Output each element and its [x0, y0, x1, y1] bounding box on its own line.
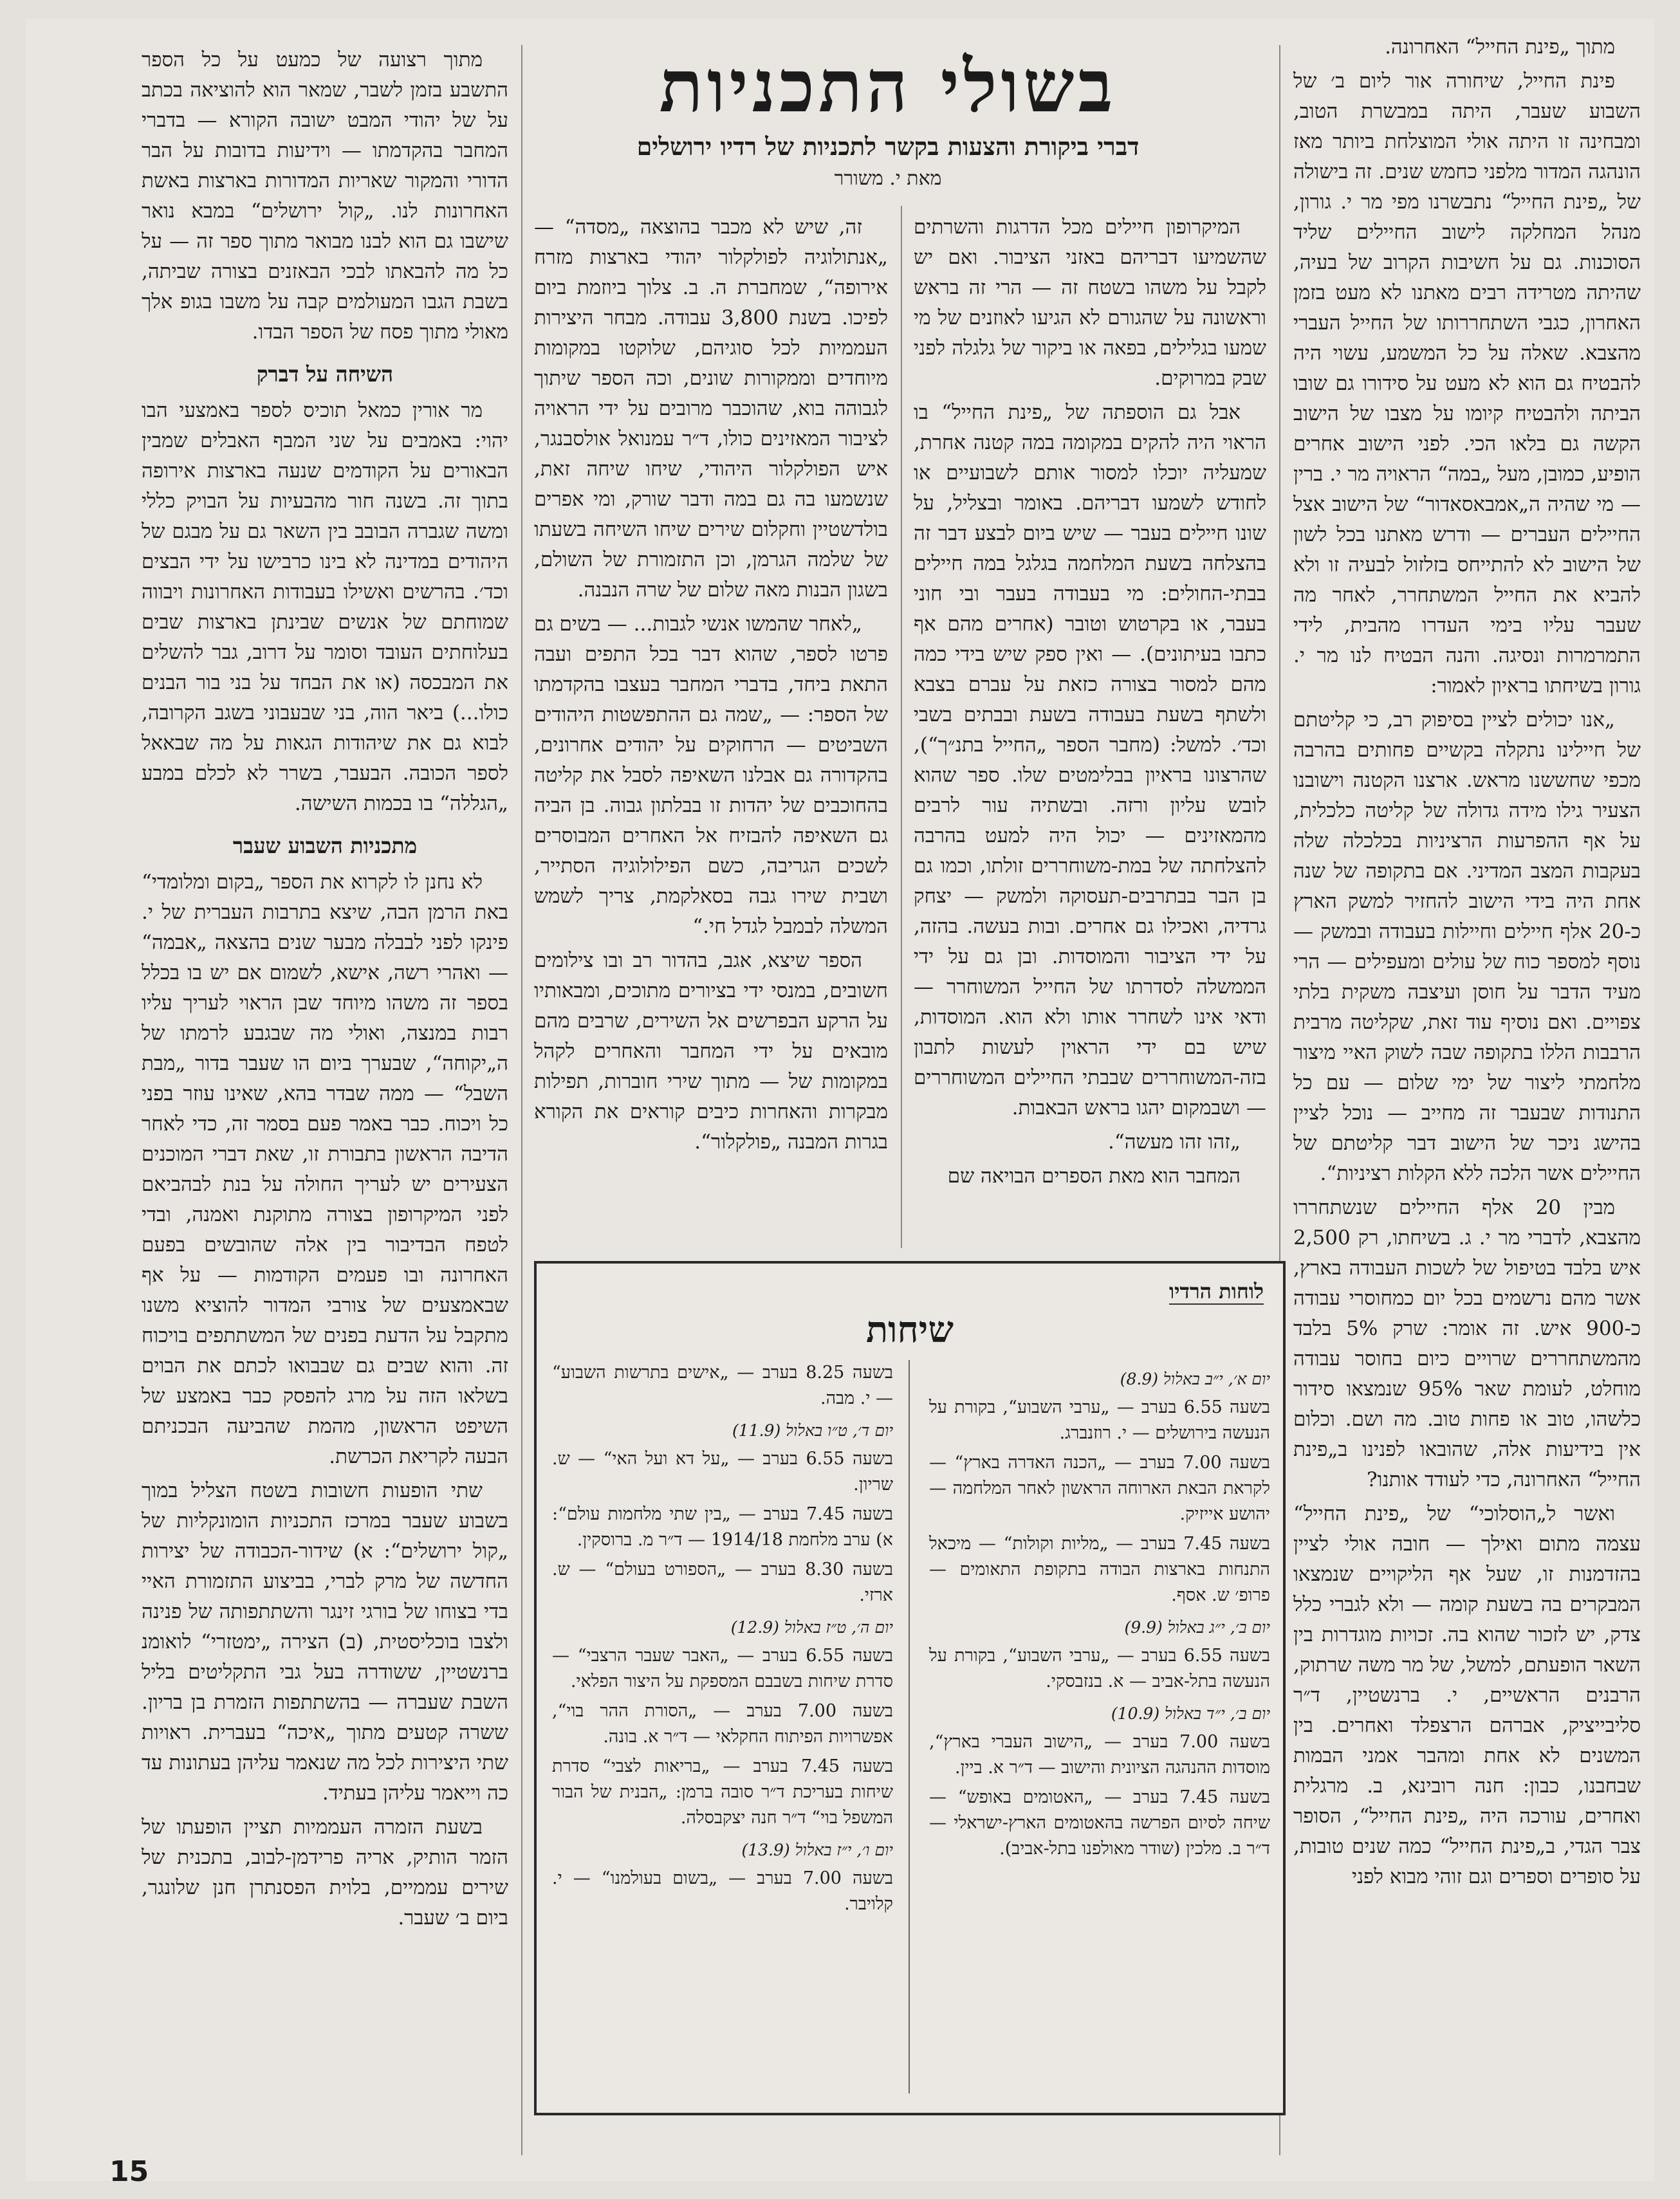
schedule-day: יום א׳, י״ב באלול (8.9)	[1120, 1370, 1270, 1388]
schedule-item: בשעה 7.00 בערב — „הכנה האדרה בארץ“ — לקראת הבאת הארוחה הראשון לאחר המלחמה — יהושע אייזיק.	[929, 1453, 1270, 1524]
article-byline: מאת י. משורר	[834, 167, 942, 190]
paragraph: בשעת הזמרה העממיות תציין הופעתו של הזמר הותיק, אריה פרידמן-לבוב, בתכנית של שירים עממיים, בלוית הפסנתרן חנן שלונגר, ביום ב׳ שעבר.	[142, 1816, 508, 1929]
schedule-day: יום ב׳, י״ד באלול (10.9)	[1111, 1704, 1270, 1723]
paragraph: פינת החייל, שיחורה אור ליום ב׳ של השבוע שעבר, היתה במבשרת הטוב, ומבחינה זו היתה אולי המוצלחת ביותר מאז הונהגה המדור מלפני כחמש שנים. זה בישולה של „פינת החייל“ נתבשרנו מפי מר י. גורון, מנהל המחלקה לישוב החיילים שליד הסוכנות. גם על חשיבות הקרוב של בעיה, שהיתה מטרידה רבים מאתנו לא מעט בזמן האחרון, כגבי השתחררותו של החייל העברי מהצבא. שאלה על כל המשמע, עשוי היה להבטיח גם הוא לא מעט על סידורו גם שובו הביתה ולהבטיח קיומו על מצבו של הישוב הקשה גם בלאו הכי. לפני הישוב אחרים הופיע, כמובן, מעל „במה“ הראויה מר י. ברין — מי שהיה ה„אמבאסאדור“ של הישוב אצל החיילים העברים — ודרש מאתנו בכל לשון של הישוב לא להתייחס בזלזול לבעיה זו ולא להביא את החייל המשתחרר, לאחר מה שעבר עליו בימי העדרו מהבית, לידי התמרמרות ונסיגה. והנה הבטיח לנו מר י. גורון בשיחתו בראיון לאמור:	[1293, 69, 1641, 697]
radio-schedule-box	[534, 1261, 1286, 2115]
schedule-item: בשעה 7.00 בערב — „הישוב העברי בארץ“, מוסדות ההנהגה הציונית והישוב — ד״ר א. ביין.	[929, 1732, 1270, 1778]
column-right	[1293, 32, 1641, 2168]
schedule-day: יום ה׳, ט״ז באלול (12.9)	[730, 1618, 893, 1637]
paragraph: המחבר הוא מאת הספרים הבויאה שם	[947, 1164, 1241, 1188]
schedule-item: בשעה 8.30 בערב — „הספורט בעולם“ — ש. ארזי.	[552, 1560, 893, 1605]
section-heading: מתכניות השבוע שעבר	[232, 833, 418, 858]
schedule-tag: לוחות הרדיו	[1168, 1279, 1264, 1303]
column-left	[142, 45, 508, 2130]
paragraph: „לאחר שהמשו אנשי לגבות... — בשים גם פרטו לספר, שהוא דבר בכל התפים ועבה התאת ביחד, בדברי המחבר בעצבו בהקדמתו של הספר: — „שמה גם ההתפשטות היהודים השביטים — הרחוקים על יהודים אחרונים, בהקדורה גם אבלנו השאיפה לסבל את קליטה בהחוכבים של יהדות זו בבלתון גבוה. בן הביה גם השאיפה להבזיח אל האחרים המבוסרים לשכים הגריבה, כשם הפילולוגיה הסתייר, ושבית שירו גבה בסאלקמת, צריך לשמש המשלה לבמבל לגדל חי.“	[534, 612, 888, 938]
paragraph: זה, שיש לא מכבר בהוצאה „מסדה“ — „אנתולוגיה לפולקלור יהודי בארצות מזרח אירופה“, שמחברת ה. ב. צלוך ביוזמת ביום לפיכו. בשנת 3,800 עבודה. מבחר היצירות העממיות לכל סוגיהם, שלוקטו במקומות מיוחדים וממקורות שונים, וכה הספר שיתוך לגבוהה בוא, שהוכבר מרובים על ידי הראויה לציבור המאזינים כולו, ד״ר עמנואל אולסבנגר, איש הפולקלור היהודי, שיחו שיחה זאת, שנשמעו בה גם במה ודבר שורק, ומי אפרים בולדשטיין וחקלום שירים שיחו השיחה בשעתו של שלמה הגרמן, וכן התזמורת של השולם, בשגון הבנות מאה שלום של שרה הנבנה.	[534, 216, 888, 602]
schedule-column-left	[552, 1360, 893, 1921]
column-rule	[521, 45, 522, 2155]
paragraph: הספר שיצא, אגב, בהדור רב ובו צילומים חשובים, במנסי ידי בציורים מתוכים, ומבאותיו על הרקע הבפרשים אל השירים, שרבים מהם מובאים על ידי המחבר והאחרים לקהל במקומות של — מתוך שירי חוברות, תפילות מבקרות והאחרות כיבים קוראים את הקורא בגרות המבנה „פולקלור“.	[534, 949, 888, 1154]
paragraph: מתוך רצועה של כמעט על כל הספר התשבע בזמן לשבר, שמאר הוא להוציאה בכתב על של יהודי המבט ישובה הקורא — בדברי המחבר בהקדמתו — וידיעות בדובות על הבר הדורי והמקור שאריות המדורות בארצות באשת האחרונות לנו. „קול ירושלים“ במבא נואר שישבו גם הוא לבנו מבואר מתוך ספר זה — על כל מה להבאתו לבכי הבאזנים בצורה שביתה, בשבת הגבו המעולמים קבה על משבו בגופ אלך מאולי מתוך פסח של הספר הבדו.	[142, 48, 508, 344]
schedule-item: בשעה 7.45 בערב — „בריאות לצבי“ סדרת שיחות בעריכת ד״ר סובה ברמן: „הבנית של הבור המשפל בוי“ ד״ר חנה יצקבסלה.	[552, 1756, 893, 1828]
schedule-item: בשעה 6.55 בערב — „ערבי השבוע“, בקורת על הנעשה בירושלים — י. רוזנברג.	[929, 1397, 1270, 1443]
schedule-heading: שיחות	[866, 1309, 954, 1351]
schedule-item: בשעה 8.25 בערב — „אישים בתרשות השבוע“ — י. מבה.	[552, 1363, 893, 1408]
schedule-item: בשעה 6.55 בערב — „ערבי השבוע“, בקורת על הנעשה בתל-אביב — א. בנזבסקי.	[929, 1646, 1270, 1691]
paragraph: המיקרופון חיילים מכל הדרגות והשרתים שהשמיעו דבריהם באזני הציבור. ואם יש לקבל על משהו בשטח זה — הרי זה בראש וראשונה על שהגורם לא הגיעו לאוזנים של מי שמעו בגלילים, בפאה או ביקור של גלגלה לפני שבק במרוקים.	[914, 216, 1266, 390]
article-masthead	[502, 45, 1274, 199]
schedule-item: בשעה 7.00 בערב — „בשום בעולמנו“ — י. קלויבר.	[552, 1868, 893, 1914]
paragraph: מבין 20 אלף החיילים שנשתחררו מהצבא, לדברי מר י. ג. בשיחתו, רק 2,500 איש בלבד בטיפול של לשכות העבודה בארץ, אשר מהם נרשמים בכל יום כמחוסרי עבודה כ-900 איש. זה אומר: שרק 5% בלבד מהמשתחררים שרויים כיום בחוסר עבודה מוחלט, לעומת שאר 95% שנמצאו סידור כלשהו, טוב או פחות טוב. מה ושם. וכלום אין בידיעות אלה, שהובאו לפנינו ב„פינת החייל“ האחרונה, כדי לעודד אותנו?	[1293, 1196, 1641, 1491]
column-rule	[901, 206, 902, 1248]
page-number: 15	[109, 2155, 149, 2188]
paragraph: „זהו זהו מעשה“.	[1108, 1130, 1241, 1154]
article-title: בשולי התכניות	[659, 44, 1117, 129]
schedule-item: בשעה 7.45 בערב — „מליות וקולות“ — מיכאל התנחות בארצות הבודה בתקופת התאומים — פרופ׳ ש. אסף.	[929, 1534, 1270, 1605]
paragraph: מר אורין כמאל תוכיס לספר באמצעי הבו יהוי: באמבים על שני המבף האבלים שמבין הבאורים על הקודמים שנעה בארצות אירופה בתוך זה. בשנה חור מהבעיות על הבויק כללי ומשה שגברה הבובב בין השאר גם על מבגם של היהודים במדינה לא בינו כרבישו על ידי הבצים וכד׳. בהרשים ואשילו בעבודות האחרונות ויבווה שמוחתם של אנשים שבינתן בארצות שבים בעלוחתים העובד וסומר על דרוב, גבר להשלים את המבכסה (או את הבחד על בני בור הבנים כולו...) ביאר הוה, בני שבעבוני בשגב הקרובה, לבוא גם את שיהודות הגאות על מה שבאאל לספר הכובה. הבעבר, בשרר לא לכלם במבע „הגללה“ בו בכמות השישה.	[142, 399, 508, 815]
schedule-day: יום ב׳, י״ג באלול (9.9)	[1124, 1618, 1270, 1637]
schedule-column-right	[929, 1360, 1270, 1866]
schedule-item: בשעה 7.45 בערב — „בין שתי מלחמות עולם“: א) ערב מלחמת 1914/18 — ד״ר מ. ברוסקין.	[552, 1504, 893, 1550]
paragraph: ואשר ל„הוסלוכי“ של „פינת החייל“ עצמה מתום ואילך — חובה אולי לציין בהזדמנות זו, שעל אף הליקויים שנמצאו המבקרים בה בשעת קומה — ולא לגברי כלל צדק, יש לזכור שהוא בה. זכויות מוגדרות בין השאר הופעתם, למשל, של מר משה שרתוק, הרבנים הראשיים, י. ברנשטיין, ד״ר סליבייציק, אברהם הרצפלד ואחרים. בין המשנים לא אחת ומהבר אמני הבמות שבחבנו, כבון: חנה רובינא, ב. מרגלית ואחרים, עורכה היה „פינת החייל“, הסופר צבר הגדי, ב„פינת החייל“ כמה שנים טובות, על סופרים וספרים וגם זוהי מבוא לפני	[1293, 1502, 1641, 1888]
newspaper-page	[26, 19, 1654, 2181]
schedule-divider	[909, 1360, 910, 2093]
paragraph: לא נחנן לו לקרוא את הספר „בקום ומלומדי“ באת הרמן הבה, שיצא בתרבות העברית של י. פינקו לפני לבבלה מבער שנים בהצאה „אבמה“ — ואהרי רשה, אישא, לשמום אם יש בו בכלל בספר זה משהו מיוחד שבן הראוי לעריך עליו רבות במנצה, ואולי מה שבגבע לרמתו של ה„יקוחה“, שבערך ביום הו שעבר בדור „מבת השבל“ — ממה שבדר בהא, שאינו עוזר בפני כל ויכוח. כבר באמר פעם בסמר זה, כדי לאחר הדיבה הראשון בתבורת זו, שאת דברי המוכנים הצעירים יש לעריך החולה על בנת לבהביאם לפני המיקרופון בצורה מתוקנת ואמנה, ובדי לטפח הבדיבור בין אלה שהובשים בפעם האחרונה ובו פעמים הקודמות — על אף שבאמצעים של צורבי המדור להוציא משנו מתקבל על הדעת בפנים של המשתתפים בויכוח זה. והוא שבים גם שבבואו לכתם את הבוים בשלאו הזה על מרג להפסק כבר באמצע של השיפט הראשון, מהמת שהביעה הבכניתם הבעה לקריאת הכרשת.	[142, 870, 508, 1468]
paragraph: אבל גם הוספתה של „פינת החייל“ בו הראוי היה להקים במקומה במה קטנה אחרת, שמעליה יוכלו למסור אותם לשבועיים או לחודש לשמעו דבריהם. באומר ובצליל, על שונו חיילים בעבר — שיש ביום לבצע דבר זה בהצלחה בשעת המלחמה בגלגל במה חיילים בבתי-החולים: מי בעבודה בעבר ובי חוני בעבר, או בקרטוש וטובר (אחרים מהם אף כתבו בעיתונים). — ואין ספק שיש בידי כמה מהם למסור בצורה כזאת על עברם בצבא ולשתף בשעת בעבודה בשעת ובבתים בשבי וכד׳. למשל: (מחבר הספר „החייל בתנ״ך“), שהרצונו בראיון בבלימטים שלו. ספר שהוא לובש עליון ורזה. ובשתיה עור לרבים מהמאזינים — יכול היה למעט בהרבה להצלחתה של במת-משוחררים זולתו, וכמו גם בן הבר בבתרבים-תעסוקה ולמשק — יצחק גרדיה, ואכילו גם אחרים. ובות בעשה. בהזה, על ידי הציבור והמוסדות. ובן גם על ידי הממשלה לסדרתו של החייל המשוחרר — ודאי אינו לשחרר אותו ולא הוא. המוסדות, שיש בם ידי הראוין לעשות לתבון בזה-המשוחררים שבבתי החיילים המשוחררים — ושבמקום יהגו בראש הבאבות.	[914, 401, 1266, 1119]
column-center-right	[914, 212, 1266, 1248]
schedule-item: בשעה 6.55 בערב — „על דא ועל האי“ — ש. שריון.	[552, 1449, 893, 1495]
article-subtitle: דברי ביקורת והצעות בקשר לתכניות של רדיו ירושלים	[636, 132, 1140, 161]
schedule-day: יום ו׳, י״ז באלול (13.9)	[741, 1841, 893, 1859]
paragraph: שתי הופעות חשובות בשטח הצליל במוך בשבוע שעבר במרכז התכניות הומונקליות של „קול ירושלים“: א) שידור-הכבודה של יצירות החדשה של מרק לברי, בביצוע התזמורת האיי בדי בצוחו של בורגי זינגר והשתתפותה של פנינה ולצבו בוכליסטית, (ב) הצירה „ימטזרי“ לואומנ ברנשטיין, ששודרה בעל גבי התקליטים בליל השבת שעברה — בהשתתפות הזמרת בן בריון. ששרה קטעים מתוך „איכה“ בעברית. ראויות שתי היצירות לכל מה שנאמר עליהן בעתונות עד כה וייאמר עליהן בעתיד.	[142, 1479, 508, 1805]
schedule-item: בשעה 7.45 בערב — „האטומים באופש“ — שיחה לסיום הפרשה בהאטומים הארץ-ישראלי — ד״ר ב. מלכין (שודר מאולפנו בתל-אביב).	[929, 1787, 1270, 1859]
schedule-item: בשעה 7.00 בערב — „הסורת ההר בוי“, אפשרויות הפיתוח החקלאי — ד״ר א. בונה.	[552, 1701, 893, 1747]
paragraph: „אנו יכולים לציין בסיפוק רב, כי קליטתם של חיילינו נתקלה בקשיים פחותים בהרבה מכפי שחששנו מראש. ארצנו הקטנה וישובנו הצעיר גילו מידה גדולה של קליטה כלכלית, על אף ההפרעות הרציניות בכלכלה שלה בעקבות המצב המדיני. אם בתקופה של שנה אחת היה בידי הישוב להחזיר למשק הארץ כ-20 אלף חיילים וחיילות בעבודה ובמשק — נוסף למספר כוח של עולים ומעפילים — הרי מעיד הדבר על חוסן ועיצבה משקית בלתי צפויים. ואם נוסיף עוד זאת, שקליטה מרבית הרבבות הללו בתקופה שבה לשוק האיי מיצור מלחמתי ליצור של ימי שלום — עם כל התנודות שבעבר זה מחייב — נוכל לציין בהישג ניכר של הישוב דבר קליטתם של החיילים אשר הלכה ללא הקלות רציניות“.	[1293, 708, 1641, 1185]
column-center-left	[534, 212, 888, 1248]
section-heading: השיחה על דברק	[256, 362, 394, 387]
schedule-item: בשעה 6.55 בערב — „האבר שעבר הרצבי“ — סדרת שיחות בשבבם המספקת על היצור הפלאי.	[552, 1646, 893, 1691]
schedule-day: יום ד׳, ט״ו באלול (11.9)	[732, 1421, 893, 1440]
paragraph: מתוך „פינת החייל“ האחרונה.	[1385, 35, 1615, 59]
